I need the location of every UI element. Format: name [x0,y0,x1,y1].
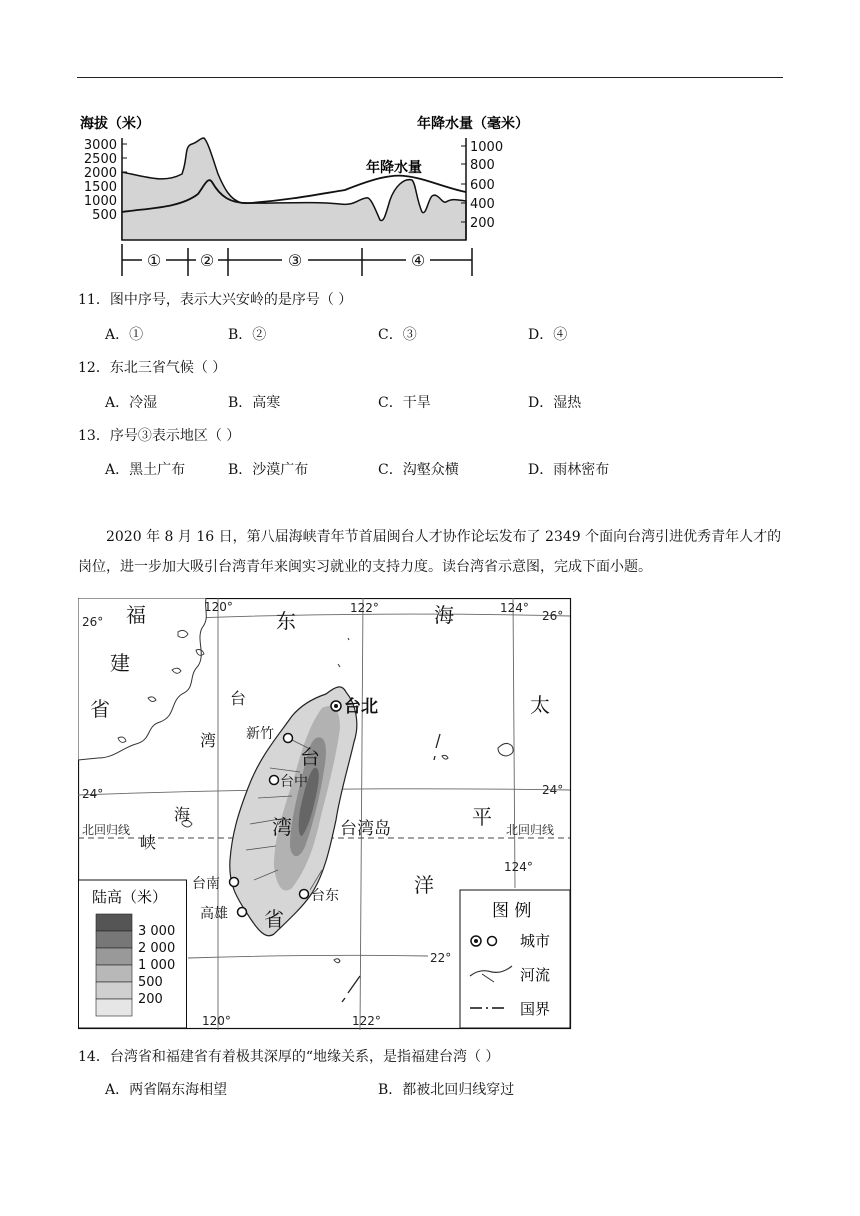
city-marker-taidong [300,890,309,899]
label-island-wan: 湾 [272,815,292,839]
right-tick-1000: 1000 [470,140,504,155]
city-marker-tainan [230,878,239,887]
question-13: 13．序号③表示地区（ ） [78,428,241,444]
right-tick-800: 800 [470,158,495,173]
q14-option-a[interactable]: A．两省隔东海相望 [105,1082,228,1098]
q12-option-d[interactable]: D．湿热 [528,395,582,411]
left-tick-3000: 3000 [83,138,117,153]
header-rule [77,77,783,78]
q13-option-d[interactable]: D．雨林密布 [528,462,610,478]
segment-1: ① [146,251,162,270]
city-taipei: 台北 [344,697,378,717]
q12-option-b[interactable]: B．高寒 [228,395,281,411]
lat-label-26-left: 26° [82,615,104,629]
city-taidong: 台东 [311,888,339,904]
q12-option-c[interactable]: C．干旱 [378,395,431,411]
right-tick-400: 400 [470,197,495,212]
lon-label-122-bottom: 122° [352,1014,381,1028]
elevation-500: 500 [138,975,163,990]
taiwan-map [78,598,572,1030]
legend-city-label: 城市 [520,932,551,950]
terrain-area [122,138,466,240]
city-taizhong: 台中 [280,774,308,790]
left-tick-2500: 2500 [83,152,117,167]
right-tick-200: 200 [470,216,495,231]
elevation-200: 200 [138,992,163,1007]
passage-text: 2020 年 8 月 16 日，第八届海峡青年节首届闽台人才协作论坛发布了 2349 个面向台湾引进优秀青年人才的岗位，进一步加大吸引台湾青年来闽实习就业的支持力度。读台湾省示意图，完成下面小题。 [78,529,782,575]
lon-label-122-top: 122° [350,601,379,615]
question-14: 14．台湾省和福建省有着极其深厚的“地缘关系，是指福建台湾（ ） [78,1049,500,1065]
lon-label-124-top: 124° [500,601,529,615]
tropic-label-right: 北回归线 [506,823,555,837]
lat-label-24-right: 24° [542,783,564,797]
label-dong: 东 [276,609,296,633]
elevation-2000: 2 000 [138,941,176,956]
q11-option-d[interactable]: D．④ [528,327,568,343]
left-tick-1000: 1000 [83,194,117,209]
symbol-legend [460,890,570,1028]
legend-title: 图 例 [492,901,532,921]
label-ping: 平 [472,805,492,829]
lon-label-124-mid: 124° [504,860,533,874]
right-axis-title: 年降水量（毫米） [417,116,529,132]
elevation-legend-title: 陆高（米） [92,888,168,906]
label-jian: 建 [110,651,130,675]
left-tick-2000: 2000 [83,166,117,181]
segment-3: ③ [287,251,303,270]
lat-label-26-right: 26° [542,609,564,623]
q11-option-a[interactable]: A．① [105,327,144,343]
q11-option-b[interactable]: B．② [228,327,267,343]
label-sheng: 省 [90,697,110,721]
tropic-label-left: 北回归线 [82,823,131,837]
right-tick-600: 600 [470,178,495,193]
segment-2: ② [199,251,215,270]
label-island-sheng: 省 [264,907,284,931]
label-strait-hai: 海 [174,805,191,824]
city-xinzhu: 新竹 [246,726,274,742]
question-12: 12．东北三省气候（ ） [78,360,227,376]
elevation-legend [79,880,187,1028]
lon-label-120-top: 120° [204,600,233,614]
profile-figure [70,108,560,283]
city-marker-xinzhu [284,734,293,743]
elevation-3000: 3 000 [138,924,176,939]
q13-option-b[interactable]: B．沙漠广布 [228,462,309,478]
legend-river-label: 河流 [520,966,551,984]
city-tainan: 台南 [192,876,220,892]
elevation-1000: 1 000 [138,958,176,973]
left-tick-1500: 1500 [83,180,117,195]
label-tai-ocean: 太 [530,693,550,717]
label-taiwan-island: 台湾岛 [340,819,391,839]
q11-option-c[interactable]: C．③ [378,327,417,343]
lon-label-120-bottom: 120° [202,1014,231,1028]
label-island-tai: 台 [300,745,320,769]
q13-option-c[interactable]: C．沟壑众横 [378,462,459,478]
city-marker-gaoxiong [238,908,247,917]
city-gaoxiong: 高雄 [200,906,228,922]
label-yang: 洋 [414,873,434,897]
q12-option-a[interactable]: A．冷湿 [105,395,158,411]
question-11: 11．图中序号，表示大兴安岭的是序号（ ） [78,292,353,308]
lat-label-24-left: 24° [82,787,104,801]
label-strait-xia: 峡 [140,833,157,852]
label-hai: 海 [434,603,454,627]
label-fu: 福 [126,603,146,627]
segment-4: ④ [410,251,426,270]
city-marker-taizhong [270,776,279,785]
label-strait-tai: 台 [230,689,247,708]
q13-option-a[interactable]: A．黑土广布 [105,462,186,478]
legend-boundary-label: 国界 [520,1000,551,1018]
left-tick-500: 500 [92,208,117,223]
label-strait-wan: 湾 [200,731,217,750]
left-axis-title: 海拔（米） [80,116,150,132]
q14-option-b[interactable]: B．都被北回归线穿过 [378,1082,515,1098]
lat-label-22: 22° [430,951,452,965]
precipitation-label: 年降水量 [366,160,422,176]
